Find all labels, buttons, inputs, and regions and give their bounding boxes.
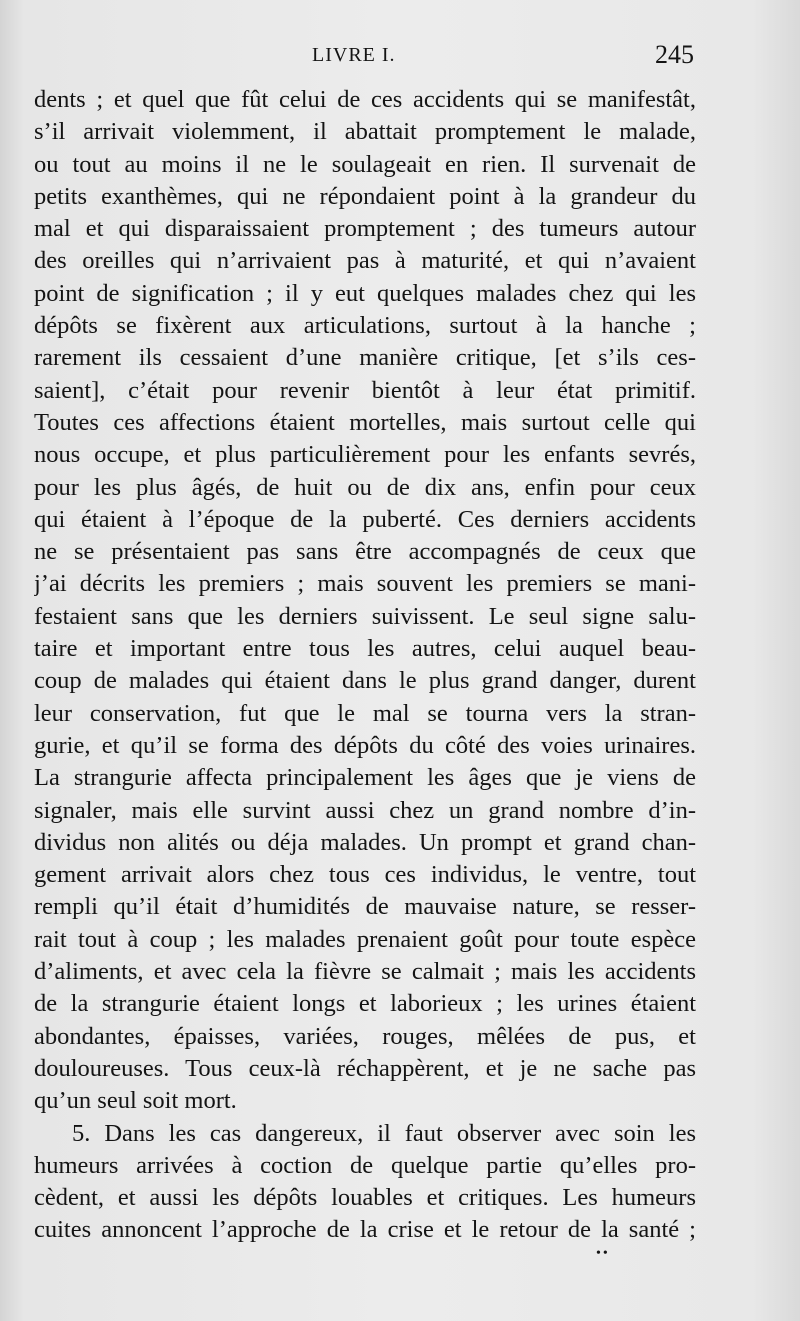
text-line: dépôts se fixèrent aux articulations, surtout à la hanche ; — [34, 312, 696, 340]
paragraph-end-line: qu’un seul soit mort. — [34, 1087, 237, 1115]
text-line: des oreilles qui n’arrivaient pas à maturité, et qui n’avaient — [34, 247, 696, 275]
text-line: festaient sans que les derniers suivissent. Le seul signe salu- — [34, 602, 696, 630]
running-head-title: LIVRE I. — [312, 44, 396, 66]
text-line: gurie, et qu’il se forma des dépôts du côté des voies urinaires. — [34, 731, 696, 759]
section-5-first-line: 5. Dans les cas dangereux, il faut observer avec soin les — [72, 1119, 696, 1147]
text-line: nous occupe, et plus particulièrement pour les enfants sevrés, — [34, 441, 696, 469]
text-line: coup de malades qui étaient dans le plus grand danger, durent — [34, 667, 696, 695]
text-line: point de signification ; il y eut quelques malades chez qui les — [34, 279, 696, 307]
running-head — [34, 40, 694, 76]
text-line: qui étaient à l’époque de la puberté. Ces derniers accidents — [34, 505, 696, 533]
text-line: signaler, mais elle survint aussi chez un grand nombre d’in- — [34, 796, 696, 824]
text-line: mal et qui disparaissaient promptement ; des tumeurs autour — [34, 215, 696, 243]
text-line: abondantes, épaisses, variées, rouges, mêlées de pus, et — [34, 1022, 696, 1050]
text-line: humeurs arrivées à coction de quelque partie qu’elles pro- — [34, 1151, 696, 1179]
text-line: dividus non alités ou déja malades. Un prompt et grand chan- — [34, 828, 696, 856]
text-line: de la strangurie étaient longs et laborieux ; les urines étaient — [34, 990, 696, 1018]
text-line: rempli qu’il était d’humidités de mauvaise nature, se resser- — [34, 893, 696, 921]
text-line: s’il arrivait violemment, il abattait promptement le malade, — [34, 118, 696, 146]
text-line: La strangurie affecta principalement les âges que je viens de — [34, 764, 696, 792]
text-line: rarement ils cessaient d’une manière critique, [et s’ils ces- — [34, 344, 696, 372]
page-number: 245 — [655, 40, 694, 69]
text-line: Toutes ces affections étaient mortelles, mais surtout celle qui — [34, 408, 696, 436]
text-line: ou tout au moins il ne le soulageait en rien. Il survenait de — [34, 150, 696, 178]
text-line: gement arrivait alors chez tous ces individus, le ventre, tout — [34, 861, 696, 889]
text-line: rait tout à coup ; les malades prenaient goût pour toute espèce — [34, 925, 696, 953]
text-line: pour les plus âgés, de huit ou de dix ans, enfin pour ceux — [34, 473, 696, 501]
text-line: saient], c’était pour revenir bientôt à leur état primitif. — [34, 376, 696, 404]
text-line: d’aliments, et avec cela la fièvre se calmait ; mais les accidents — [34, 958, 696, 986]
text-line: dents ; et quel que fût celui de ces accidents qui se manifestât, — [34, 86, 696, 113]
signature-mark: •• — [596, 1246, 610, 1261]
text-line: douloureuses. Tous ceux-là réchappèrent, et je ne sache pas — [34, 1054, 696, 1082]
text-line: petits exanthèmes, qui ne répondaient point à la grandeur du — [34, 182, 696, 210]
text-line: cuites annoncent l’approche de la crise et le retour de la santé ; — [34, 1216, 696, 1244]
text-line: j’ai décrits les premiers ; mais souvent les premiers se mani- — [34, 570, 696, 598]
text-line: taire et important entre tous les autres, celui auquel beau- — [34, 635, 696, 663]
text-line: ne se présentaient pas sans être accompagnés de ceux que — [34, 538, 696, 566]
text-line: cèdent, et aussi les dépôts louables et critiques. Les humeurs — [34, 1184, 696, 1212]
text-line: leur conservation, fut que le mal se tourna vers la stran- — [34, 699, 696, 727]
body-text — [34, 84, 696, 1247]
